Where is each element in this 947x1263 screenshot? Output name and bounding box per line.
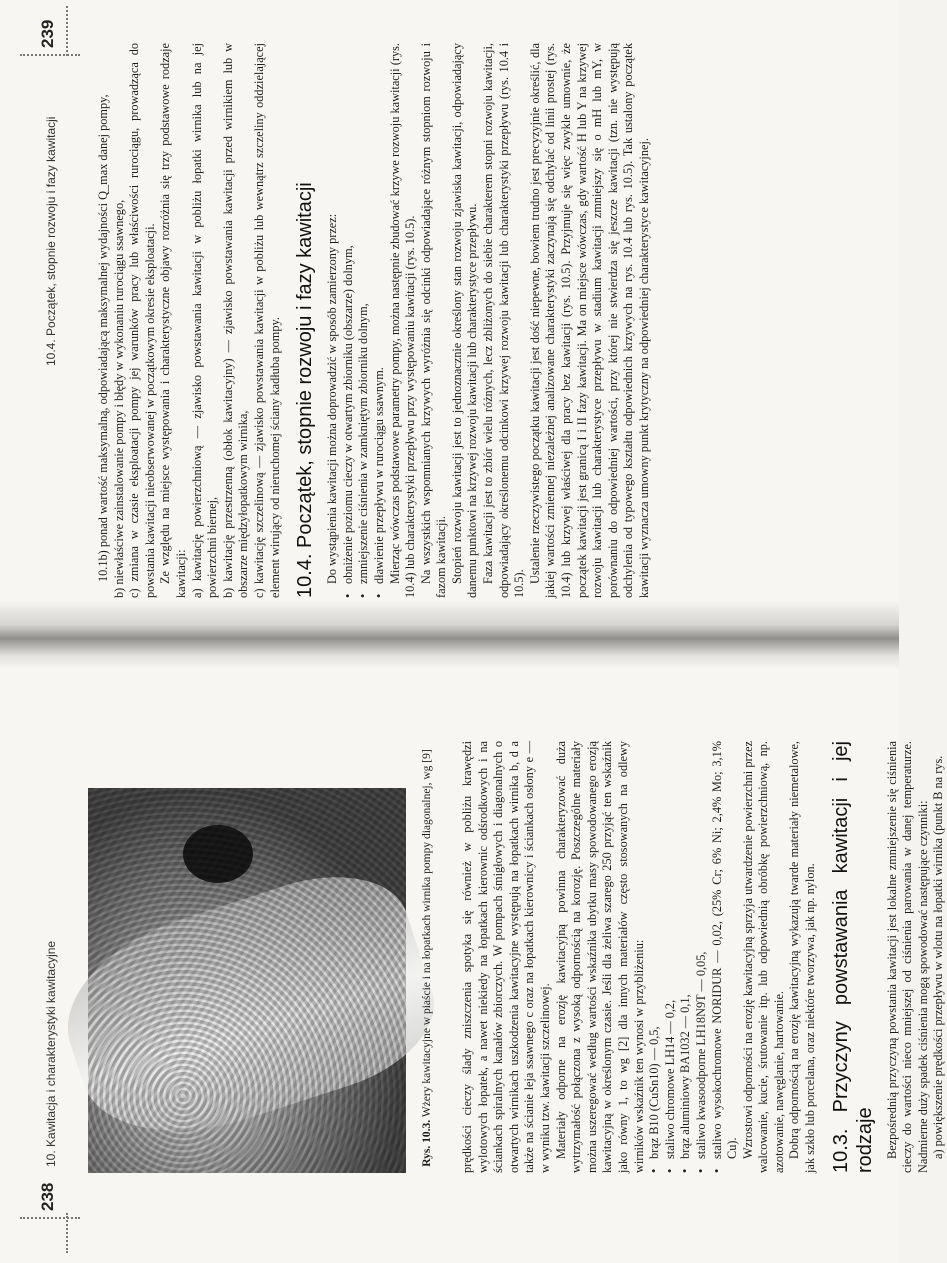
paragraph: Ze względu na miejsce występowania i charakterystyczne objawy rozróżnia się trzy podstawowe rodzaje kawitacji: xyxy=(158,43,188,598)
list-item: • zmniejszenie ciśnienia w zamkniętym zbiorniku dolnym, xyxy=(356,303,371,598)
list-item: a) kawitację powierzchniową — zjawisko powstawania kawitacji w pobliżu łopatki wirnika lub na jej powierzchni biernej, xyxy=(189,43,220,598)
running-head: 10. Kawitacja i charakterystyki kawitacyjne xyxy=(44,940,58,1167)
running-head: 10.4. Początek, stopnie rozwoju i fazy kawitacji xyxy=(44,116,58,366)
paragraph: Faza kawitacji jest to zbiór wielu różnych, lecz zbliżonych do siebie charakterem stopni rozwoju kawitacji, odpowiadający określonemu odcinkowi krzywej rozwoju kawitacji lub charakterystyki przepływu (rys. 10.4 i 10.5). xyxy=(481,43,527,598)
paragraph: Stopień rozwoju kawitacji jest to jednoznacznie określony stan rozwoju zjawiska kawitacji, odpowiadający danemu punktowi na krzywej rozwoju kawitacji lub charakterystyce przepływu. xyxy=(449,43,480,598)
right-body-text xyxy=(96,43,653,598)
list-item: • brąz B10 (CuSn10) — 0,5, xyxy=(647,1026,662,1173)
list-item-text: staliwo kwasoodporne LH18N9T — 0,05, xyxy=(693,951,708,1159)
list-item: c) kawitację szczelinową — zjawisko powstawania kawitacji w pobliżu lub wewnątrz szczeliny oddzielającej element wirujący od nieruchomej ściany kadłuba pompy. xyxy=(251,43,282,598)
margin-dots xyxy=(20,54,80,56)
figure-label: Rys. 10.3. xyxy=(421,1119,433,1167)
list-item-text: staliwo wysokochromowe NORIDUR — 0,02, (25% Cr; 6% Ni; 2,4% Mo; 3,1% Cu). xyxy=(709,741,740,1159)
list-item-text: zmniejszenie ciśnienia w zamkniętym zbiorniku dolnym, xyxy=(356,303,371,584)
list-item: • brąz aluminiowy BA1032 — 0,1, xyxy=(678,994,693,1173)
paragraph: Mierząc wówczas podstawowe parametry pompy, można następnie zbudować krzywe rozwoju kawitacji (rys. 10.4) lub charakterystyki przepływu przy występowaniu kawitacji (rys. 10.5). xyxy=(387,43,418,598)
list-item: • staliwo kwasoodporne LH18N9T — 0,05, xyxy=(693,951,708,1173)
left-body-text xyxy=(460,741,947,1173)
margin-dots xyxy=(20,1217,80,1219)
materials-list xyxy=(647,741,741,1173)
list-item: b) niewłaściwe zainstalowanie pompy i błędy w wykonaniu rurociągu ssawnego, xyxy=(111,199,126,598)
paragraph: Ustalenie rzeczywistego początku kawitacji jest dość niepewne, bowiem trudno jest precyzyjnie określić, dla jakiej wartości zmiennej niezależnej analizowane charakterystyki zaczynają się odchylać od linii prostej (rys. 10.4) lub krzywej właściwej dla pracy bez kawitacji (rys. 10.5). Przyjmuje się więc zwykle umownie, że początek kawitacji jest granicą I i II fazy kawitacji. Ma on miejsce wówczas, gdy wartość H lub Y na krzywej rozwoju kawitacji lub charakterystyce przepływu w stadium kawitacji zmniejszy się o mH lub mY, w porównaniu do odpowiedniej wartości, przy której nie stwierdza się jeszcze kawitacji (tzn. nie występują odchylenia od typowego kształtu odpowiednich krzywych na rys. 10.4 lub rys. 10.5). Tak ustalony początek kawitacji wyznacza umowny punkt krytyczny na odpowiedniej charakterystyce kawitacyjnej. xyxy=(527,43,651,598)
bullet-list xyxy=(341,43,388,598)
figure-caption xyxy=(420,743,434,1173)
paragraph: Dobrą odpornością na erozję kawitacyjną wykazują twarde materiały niemetalowe, jak szkło lub porcelana, oraz niektóre tworzywa, jak np. nylon. xyxy=(787,741,818,1173)
page-number: 238 xyxy=(38,1182,57,1211)
paragraph: Wzrostowi odporności na erozję kawitacyjną sprzyja utwardzenie powierzchni przez walcowanie, kucie, śrutowanie itp. lub odpowiednią obróbkę powierzchniową, np. azotowanie, nawęglanie, hartowanie. xyxy=(740,741,786,1173)
cavitation-pitting-photo xyxy=(88,788,406,1173)
list-item-text: brąz aluminiowy BA1032 — 0,1, xyxy=(678,994,693,1159)
list-item: • staliwo chromowe LH14 — 0,2, xyxy=(662,999,677,1173)
paragraph: 10.1b) ponad wartość maksymalną, odpowiadającą maksymalnej wydajności Q_max danej pompy, xyxy=(96,94,110,582)
list-item: • dławienie przepływu w rurociągu ssawnym. xyxy=(371,367,386,598)
paragraph: Do wystąpienia kawitacji można doprowadzić w sposób zamierzony przez: xyxy=(325,213,340,584)
list-item: • staliwo wysokochromowe NORIDUR — 0,02, (25% Cr; 6% Ni; 2,4% Mo; 3,1% Cu). xyxy=(709,741,740,1173)
list-item: b) kawitację przestrzenną (obłok kawitacyjny) — zjawisko powstawania kawitacji przed wirnikiem lub w obszarze międzyłopatkowym wirnika, xyxy=(220,43,251,598)
page-number: 239 xyxy=(38,19,57,48)
list-item-a: a) powiększenie prędkości przepływu w wlotu na łopatki wirnika (punkt B na rys. xyxy=(931,755,946,1159)
list-item-text: staliwo chromowe LH14 — 0,2, xyxy=(662,999,677,1159)
figure-caption-text: Wżery kawitacyjne w piaście i na łopatkach wirnika pompy diagonalnej, wg [9] xyxy=(421,749,433,1118)
margin-dots xyxy=(66,1213,68,1253)
book-fold-shadow xyxy=(0,600,899,670)
margin-dots xyxy=(66,6,68,56)
list-item-text: brąz B10 (CuSn10) — 0,5, xyxy=(647,1026,662,1159)
section-heading: 10.3. Przyczyny powstawania kawitacji i jej rodzaje xyxy=(829,741,876,1173)
list-item-text: obniżenie poziomu cieczy w otwartym zbiorniku (obszarze) dolnym, xyxy=(340,245,355,584)
paragraph: Materiały odporne na erozję kawitacyjną powinna charakteryzować duża wytrzymałość połączona z wysoką odpornością na korozję. Poszczególne materiały można uszeregować według wartości wskaźnika ubytku masy spowodowanego erozją kawitacyjną w określonym czasie. Jeśli dla żeliwa szarego 250 przyjąć ten wskaźnik jako równy 1, to wg [2] dla innych materiałów często stosowanych na odlewy wirników wskaźnik ten wynosi w przybliżeniu: xyxy=(553,741,646,1173)
list-item-text: dławienie przepływu w rurociągu ssawnym. xyxy=(371,367,386,584)
paragraph: prędkości cieczy ślady zniszczenia spotyka się również w pobliżu krawędzi wylotowych łopatek, a nawet niekiedy na łopatkach kierownic odśrodkowych i na ściankach spiralnych kanałów zbiorczych. W pompach śmigłowych i diagonalnych o otwartych wirnikach uszkodzenia kawitacyjne występują na łopatkach wirnika b, d a także na ścianie leja ssawnego c oraz na łopatkach kierownicy i ściankach osłony e — w wyniku tzw. kawitacji szczelinowej. xyxy=(460,741,552,1173)
paragraph: Na wszystkich wspomnianych krzywych wyróżnia się odcinki odpowiadające różnym stopniom rozwoju i fazom kawitacji. xyxy=(418,43,449,598)
page-238 xyxy=(0,643,946,1263)
pitting-texture xyxy=(88,788,406,1173)
page-239 xyxy=(0,0,899,628)
paragraph: Bezpośrednią przyczyną powstania kawitacji jest lokalne zmniejszenie się ciśnienia cieczy do wartości nieco mniejszej od ciśnienia parowania w danej temperaturze. Nadmierne duży spadek ciśnienia mogą spowodować następujące czynniki: xyxy=(884,741,930,1173)
list-item: • obniżenie poziomu cieczy w otwartym zbiorniku (obszarze) dolnym, xyxy=(340,245,355,598)
section-heading: 10.4. Początek, stopnie rozwoju i fazy kawitacji xyxy=(294,182,317,598)
list-item: c) zmiana w czasie eksploatacji pompy jej warunków pracy lub właściwości rurociągu, prowadząca do powstania kawitacji nieobserwowanej w początkowym okresie eksploatacji. xyxy=(127,43,157,598)
